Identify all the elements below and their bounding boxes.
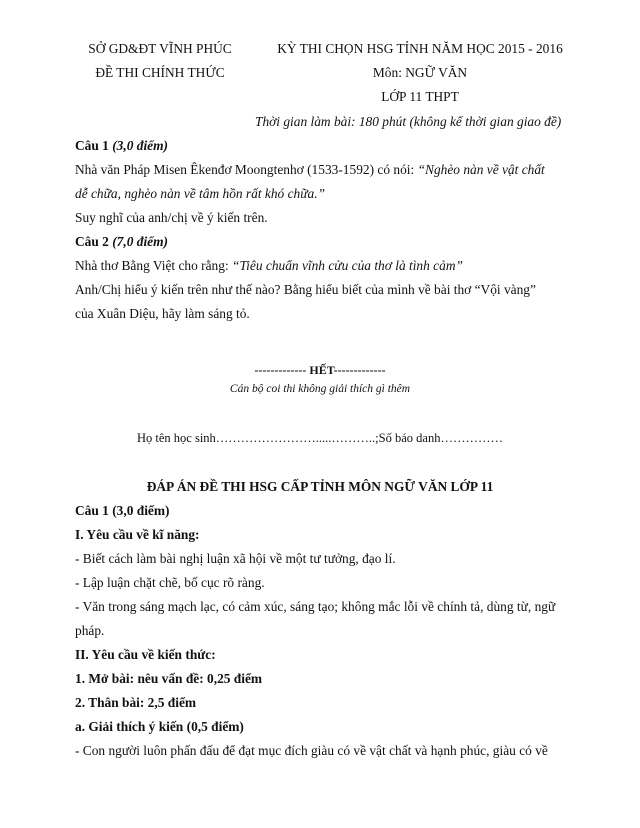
grade-label: LỚP 11 THPT xyxy=(381,89,459,104)
department-name: SỞ GD&ĐT VĨNH PHÚC xyxy=(88,41,232,56)
question-2-text: Nhà thơ Bằng Việt cho rằng: xyxy=(75,258,233,273)
exam-title: KỲ THI CHỌN HSG TỈNH NĂM HỌC 2015 - 2016 xyxy=(277,41,563,56)
question-1-heading xyxy=(75,138,168,154)
skills-heading: I. Yêu cầu về kĩ năng: xyxy=(75,527,200,542)
body-part-a: a. Giải thích ý kiến (0,5 điểm) xyxy=(75,719,244,734)
question-2-prompt-a: Anh/Chị hiểu ý kiến trên như thế nào? Bằng hiểu biết của mình về bài thơ “Vội vàng” xyxy=(75,282,536,297)
question-1-prompt: Suy nghĩ của anh/chị về ý kiến trên. xyxy=(75,210,268,225)
proctor-note: Cán bộ coi thi không giải thích gì thêm xyxy=(229,383,411,395)
intro-part: 1. Mở bài: nêu vấn đề: 0,25 điểm xyxy=(75,671,263,686)
body-part: 2. Thân bài: 2,5 điểm xyxy=(75,695,197,710)
question-2-line-1 xyxy=(75,258,463,274)
question-1-points: (3,0 điểm) xyxy=(112,138,168,153)
answer-key-title: ĐÁP ÁN ĐỀ THI HSG CẤP TỈNH MÔN NGỮ VĂN LỚP 11 xyxy=(146,479,494,494)
question-2-title: Câu 2 xyxy=(75,234,109,249)
official-exam-label: ĐỀ THI CHÍNH THỨC xyxy=(95,65,225,80)
knowledge-heading: II. Yêu cầu về kiến thức: xyxy=(75,647,216,662)
time-note: Thời gian làm bài: 180 phút (không kể thời gian giao đề) xyxy=(255,114,562,129)
question-2-heading xyxy=(75,234,168,250)
body-part-a-text: - Con người luôn phấn đấu để đạt mục đích giàu có về vật chất và hạnh phúc, giàu có về xyxy=(75,743,548,758)
skill-item: - Văn trong sáng mạch lạc, có cảm xúc, sáng tạo; không mắc lỗi về chính tả, dùng từ, ngữ xyxy=(75,599,556,614)
question-1-title: Câu 1 xyxy=(75,138,109,153)
question-1-text: Nhà văn Pháp Misen Êkenđơ Moongtenhơ (1533-1592) có nói: xyxy=(75,162,418,177)
end-mark: ------------- HẾT------------- xyxy=(254,363,386,377)
skill-item: - Lập luận chặt chẽ, bố cục rõ ràng. xyxy=(75,575,265,590)
question-2-quote: “Tiêu chuẩn vĩnh cửu của thơ là tình cảm” xyxy=(232,258,463,273)
question-1-line-1 xyxy=(75,162,565,178)
candidate-info-line: Họ tên học sinh…………………….....………..;Số báo danh…………… xyxy=(137,431,503,445)
question-1-quote-a: “Nghèo nàn về vật chất xyxy=(417,162,545,177)
skill-item: - Biết cách làm bài nghị luận xã hội về một tư tưởng, đạo lí. xyxy=(75,551,396,566)
question-1-quote-b: dễ chữa, nghèo nàn về tâm hồn rất khó chữa.” xyxy=(75,186,326,201)
skill-item: pháp. xyxy=(75,623,105,638)
answer-question-1-heading: Câu 1 (3,0 điểm) xyxy=(75,503,170,518)
question-2-points: (7,0 điểm) xyxy=(112,234,168,249)
question-2-prompt-b: của Xuân Diệu, hãy làm sáng tỏ. xyxy=(75,306,250,321)
subject-label: Môn: NGỮ VĂN xyxy=(372,65,468,80)
